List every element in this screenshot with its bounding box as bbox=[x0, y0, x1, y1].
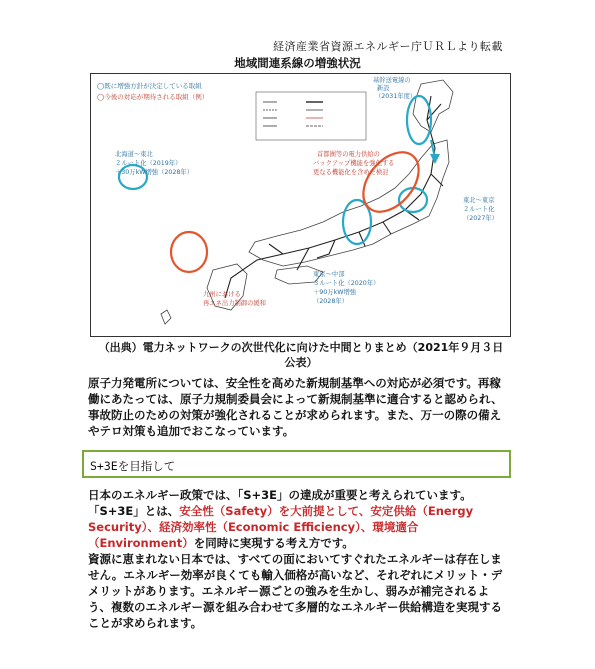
symbol-legend-lines bbox=[263, 102, 323, 126]
s3e-tail: を同時に実現する考え方です。 bbox=[193, 536, 354, 550]
figure-title: 地域間連系線の増強状況 bbox=[234, 56, 361, 70]
callout-metro-backup-3: 更なる機能化を含めた検討 bbox=[313, 169, 389, 176]
okinawa-shape bbox=[161, 310, 171, 324]
callout-hokkaido-new-2: 新設 bbox=[377, 85, 390, 92]
paragraph-s3e bbox=[88, 487, 512, 631]
callout-kyushu-2: 再エネ出力制御の緩和 bbox=[203, 300, 266, 307]
symbol-legend-box bbox=[256, 92, 366, 140]
callout-metro-backup-1: 首都圏等の電力供給の bbox=[317, 151, 380, 158]
legend-red: ◯今後の対応が期待される取組（例） bbox=[97, 93, 209, 101]
s3e-lead: 日本のエネルギー政策では、「S+3E」の達成が重要と考えられています。「S+3E」とは、 bbox=[88, 488, 472, 518]
paragraph-nuclear: 原子力発電所については、安全性を高めた新規制基準への対応が必須です。再稼働にあたっては、原子力規制委員会によって新規制基準に適合すると認められ、事故防止のための対策が強化されることが求められます。また、万一の際の備えやテロ対策も追加でおこなっています。 bbox=[88, 376, 503, 438]
callout-tokyo-chubu-3: ＋90万kW増強 bbox=[313, 289, 357, 296]
paragraph-energy-mix: 資源に恵まれない日本では、すべての面においてすぐれたエネルギーは存在しません。エネルギー効率が良くても輸入価格が高いなど、それぞれにメリット・デメリットがあります。エネルギー源ごとの強みを生かし、弱みが補完されるよう、複数のエネルギー源を組み合わせて多層的なエネルギー供給構造を実現することが求められます。 bbox=[88, 552, 503, 630]
s3e-definition: 安全性（Safety）を大前提として、安定供給（Energy Security）、経済効率性（Economic Efficiency）、環境適合（Environment） bbox=[88, 504, 474, 550]
section-header-box bbox=[82, 450, 511, 478]
kyushu-ellipse bbox=[171, 232, 207, 272]
callout-hokkaido-new-1: 基幹送電線の bbox=[373, 77, 411, 84]
callout-tohoku-tokyo-3: （2027年） bbox=[463, 215, 498, 222]
callout-tohoku-tokyo-2: ２ルート化 bbox=[463, 206, 495, 213]
callout-metro-backup-2: バックアップ機能を強化する bbox=[313, 160, 395, 167]
callout-tokyo-chubu-4: （2028年） bbox=[313, 298, 348, 305]
callout-hokkaido-new-3: （2031年度） bbox=[375, 93, 417, 100]
hokkaido-shape bbox=[413, 80, 453, 132]
callout-tohoku-tokyo-1: 東北～東京 bbox=[463, 197, 495, 204]
callout-hokkaido-tohoku-2: ２ルート化（2019年） bbox=[115, 160, 182, 167]
callout-hokkaido-tohoku-3: ＋30万kW増強（2028年） bbox=[115, 169, 193, 176]
source-note: 経済産業省資源エネルギー庁ＵＲＬより転載 bbox=[273, 40, 503, 53]
legend-blue: ◯既に増強方針が決定している取組 bbox=[97, 82, 202, 90]
section-title: S+3Eを目指して bbox=[90, 459, 176, 473]
interconnection-map bbox=[90, 73, 511, 337]
figure-caption: （出典）電力ネットワークの次世代化に向けた中間とりまとめ（2021年９月３日公表） bbox=[98, 341, 504, 369]
japan-grid-map bbox=[91, 74, 510, 336]
callout-tokyo-chubu-1: 東京～中部 bbox=[313, 271, 345, 278]
callout-tokyo-chubu-2: ３ルート化（2020年） bbox=[313, 280, 380, 287]
callout-hokkaido-tohoku-1: 北海道～東北 bbox=[115, 151, 153, 158]
callout-kyushu-1: 九州における bbox=[203, 291, 241, 298]
